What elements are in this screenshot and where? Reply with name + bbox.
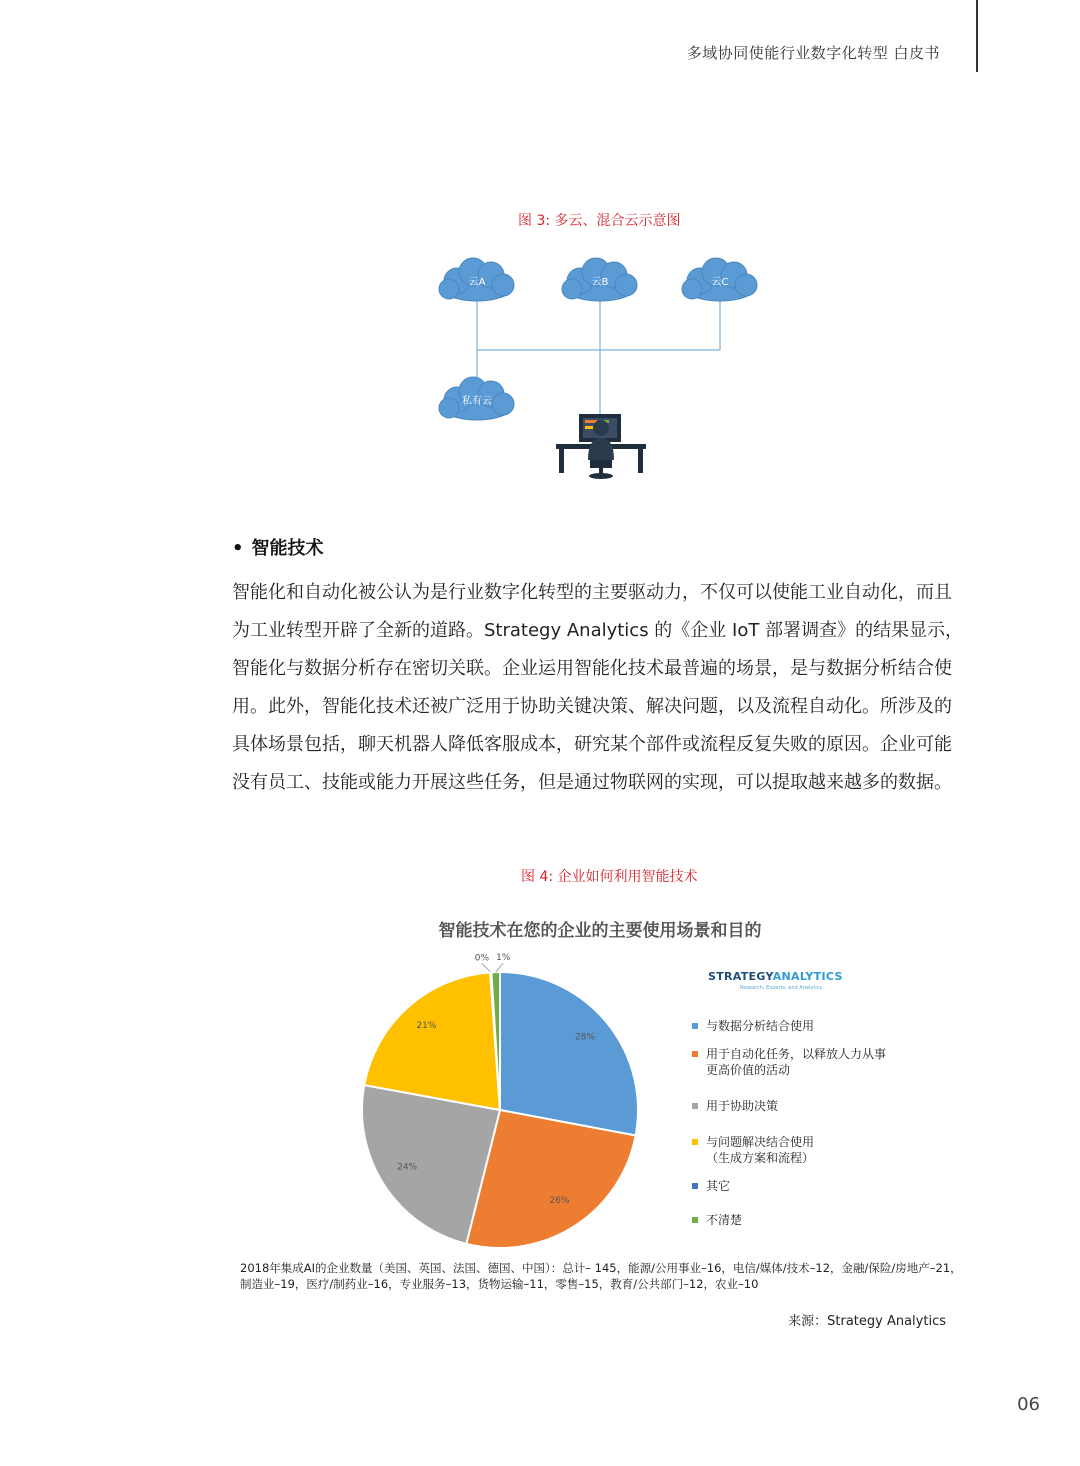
legend-swatch	[692, 1139, 698, 1145]
legend-swatch	[692, 1051, 698, 1057]
logo-tagline: Research, Experts, and Analytics	[740, 985, 822, 991]
legend-item	[692, 1212, 742, 1228]
section-heading	[232, 534, 324, 560]
pie-data-label: 0%	[474, 953, 490, 964]
header-divider	[976, 0, 978, 72]
cloud-a-icon	[439, 258, 514, 301]
slice-problem-solving	[364, 972, 500, 1110]
legend-swatch	[692, 1217, 698, 1223]
legend-item	[692, 1018, 814, 1034]
private-cloud-label: 私有云	[462, 396, 492, 407]
multi-cloud-diagram	[420, 250, 780, 490]
logo-wordmark	[708, 970, 843, 983]
cloud-b-icon	[562, 258, 637, 301]
bullet-marker: •	[232, 538, 244, 559]
legend-label: 不清楚	[706, 1213, 743, 1227]
pie-data-label: 21%	[416, 1020, 437, 1031]
paragraph-line: 具体场景包括，聊天机器人降低客服成本，研究某个部件或流程反复失败的原因。企业可能	[232, 734, 952, 755]
footnote-line: 制造业–19，医疗/制药业–16，专业服务–13，货物运输–11，零售–15，教育/公共部门–12，农业–10	[240, 1277, 759, 1291]
legend-item	[692, 1134, 814, 1166]
pie-leader-line	[482, 963, 491, 972]
cloud-c-icon	[682, 258, 757, 301]
logo-word-analytics: ANALYTICS	[772, 970, 843, 983]
legend-swatch	[692, 1023, 698, 1029]
cloud-b-label: 云B	[591, 277, 609, 288]
cloud-c-label: 云C	[711, 277, 729, 288]
private-cloud-icon	[439, 377, 514, 420]
pie-data-label: 26%	[549, 1196, 570, 1207]
paragraph-line: 智能化和自动化被公认为是行业数字化转型的主要驱动力，不仅可以使能工业自动化，而且	[232, 582, 952, 603]
legend-label: 用于自动化任务，以释放人力从事 更高价值的活动	[706, 1047, 887, 1077]
strategy-analytics-logo	[708, 970, 843, 991]
figure-4-title: 图 4: 企业如何利用智能技术	[521, 869, 698, 885]
pie-chart	[340, 950, 660, 1270]
network-lines	[477, 300, 720, 415]
legend-swatch	[692, 1183, 698, 1189]
chart-footnote	[240, 1260, 962, 1292]
pie-leader-line	[496, 963, 504, 972]
legend-item	[692, 1178, 730, 1194]
legend-label: 其它	[706, 1179, 731, 1193]
paragraph-line: 为工业转型开辟了全新的道路。Strategy Analytics 的《企业 IoT 部署调查》的结果显示，	[232, 620, 964, 641]
legend-item	[692, 1098, 778, 1114]
legend-label: 与问题解决结合使用 （生成方案和流程）	[706, 1135, 815, 1165]
cloud-a-label: 云A	[468, 277, 486, 288]
slice-data-analysis	[500, 972, 638, 1136]
section-heading-text: 智能技术	[251, 538, 324, 559]
legend-item	[692, 1046, 886, 1078]
document-header-title: 多域协同使能行业数字化转型 白皮书	[686, 44, 940, 62]
logo-word-strategy: STRATEGY	[708, 970, 773, 983]
legend-swatch	[692, 1103, 698, 1109]
paragraph-line: 用。此外，智能化技术还被广泛用于协助关键决策、解决问题，以及流程自动化。所涉及的	[232, 696, 952, 717]
figure-3-title: 图 3: 多云、混合云示意图	[518, 213, 681, 229]
paragraph-line: 智能化与数据分析存在密切关联。企业运用智能化技术最普遍的场景，是与数据分析结合使	[232, 658, 952, 679]
page-number: 06	[1017, 1394, 1040, 1415]
chart-source: 来源：Strategy Analytics	[788, 1314, 946, 1329]
workstation-user-icon	[556, 414, 646, 479]
footnote-line: 2018年集成AI的企业数量（美国、英国、法国、德国、中国）：总计– 145，能源/公用事业–16，电信/媒体/技术–12，金融/保险/房地产–21，	[240, 1261, 962, 1275]
pie-data-label: 28%	[574, 1032, 595, 1043]
chart-title: 智能技术在您的企业的主要使用场景和目的	[438, 921, 762, 941]
pie-data-label: 24%	[397, 1162, 418, 1173]
legend-label: 与数据分析结合使用	[706, 1019, 815, 1033]
legend-label: 用于协助决策	[706, 1099, 779, 1113]
pie-data-label: 1%	[496, 953, 511, 964]
paragraph-line: 没有员工、技能或能力开展这些任务，但是通过物联网的实现，可以提取越来越多的数据。	[232, 772, 952, 793]
body-paragraph	[232, 574, 972, 802]
